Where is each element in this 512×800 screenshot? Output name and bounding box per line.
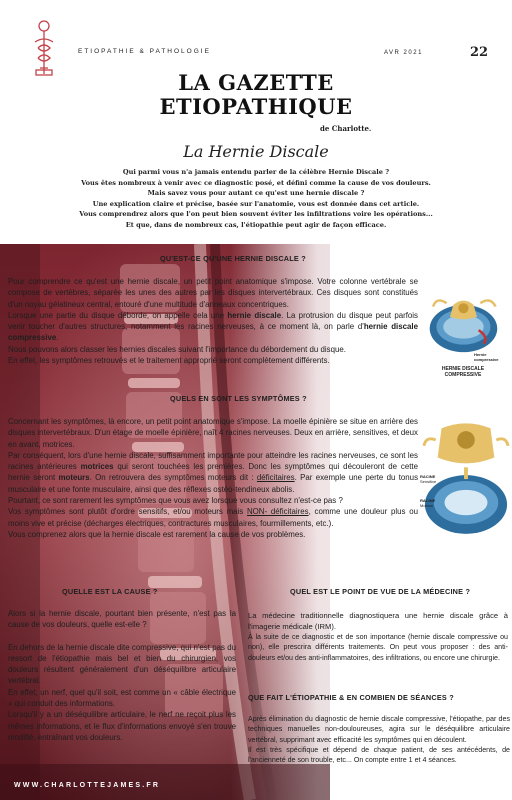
paragraph: Pourtant, ce sont rarement les symptômes que vous avez lorsque vous consultez n'est-ce pas ?	[8, 496, 343, 506]
article-subtitle: La Hernie Discale	[183, 142, 329, 161]
intro-line: Vous comprendrez alors que l'on peut bien souvent éviter les infiltrations voire les opérations...	[79, 210, 433, 219]
author-credit: de Charlotte.	[320, 124, 372, 133]
gazette-title-line1: LA GAZETTE	[178, 70, 334, 95]
paragraph: Lorsque une partie du disque déborde, on appelle cela une hernie discale. La protrusion du disque peut parfois venir toucher d'autres structures, notamment les racines nerveuses, à ce moment là, on parle d'hernie discale compressive.	[8, 310, 419, 343]
intro-line: Mais savez vous pour autant ce qu'est une hernie discale ?	[147, 189, 365, 198]
intro-line: Qui parmi vous n'a jamais entendu parler de la célèbre Hernie Discale ?	[122, 168, 390, 176]
section5-text	[248, 714, 510, 765]
caduceus-logo-icon	[30, 18, 58, 78]
paragraph: La médecine traditionnelle diagnostiquera une hernie discale grâce à l'imagerie médicale (IRM).	[248, 611, 508, 631]
paragraph: Vous comprenez alors que la hernie discale est rarement la cause de vos problèmes.	[8, 529, 306, 539]
intro-line: Une explication claire et précise, basée sur l'anatomie, vous est donnée dans cet article.	[92, 199, 420, 208]
section4-text	[248, 610, 508, 663]
section-heading: QUELS EN SONT LES SYMPTÔMES ?	[170, 394, 307, 403]
paragraph: Alors si la hernie discale, pourtant bien présente, n'est pas la cause de vos douleurs, quelle est-elle ?	[8, 609, 236, 630]
section-heading: QU'EST-CE QU'UNE HERNIE DISCALE ?	[160, 254, 306, 263]
gazette-title-line2: ETIOPATHIQUE	[159, 94, 353, 119]
paragraph: En dehors de la hernie discale dite compressive, qui n'est pas du ressort de l'étiopathie mais bel et bien du chirurgien, vos douleurs résultent généralement d'un déséquilibre articulaire vertébral.	[8, 642, 236, 686]
paragraph: Lorsqu'il y a un déséquilibre articulaire, le nerf ne reçoit plus les mêmes informations, et le flux d'informations envoyé s'en trouve modifié, entraînant vos douleurs.	[8, 710, 236, 742]
intro-block	[40, 167, 472, 231]
section-heading: QUEL EST LE POINT DE VUE DE LA MÉDECINE ?	[290, 587, 471, 596]
root-label-motor: RACINE Motrice	[420, 498, 436, 508]
brand-label: ETIOPATHIE & PATHOLOGIE	[78, 48, 211, 55]
section1-text	[8, 276, 418, 366]
website-link[interactable]: WWW.CHARLOTTEJAMES.FR	[14, 782, 161, 789]
section3-text	[8, 608, 236, 743]
paragraph: Nous pouvons alors classer les hernies discales suivant l'importance du débordement du disque.	[8, 344, 346, 354]
paragraph: En effet, les symptômes retrouvés et le traitement approprié seront complètement différents.	[8, 356, 330, 366]
section-heading: QUELLE EST LA CAUSE ?	[62, 587, 158, 596]
issue-date: AVR 2021	[384, 50, 423, 56]
figure-note: Hernie compressive	[474, 352, 499, 362]
paragraph: Concernant les symptômes, là encore, un petit point anatomique s'impose. La moelle épinière se situe en arrière des disques intervertébraux. D'un étage de moelle épinière, naît 4 racines nerveuses. Deux en arrière, sensitives, et deux en avant, motrices.	[8, 417, 418, 449]
intro-line: Et que, dans de nombreux cas, l'étiopathie peut agir de façon efficace.	[125, 220, 387, 229]
paragraph: À la suite de ce diagnostic et de son importance (hernie discale compressive ou non), elle prescrira différents traitements. On peut vous proposer : des anti-douleurs et/ou des anti-inflammatoires, des infiltrations, ou encore une chirurgie.	[248, 633, 508, 662]
paragraph: Vos symptômes sont plutôt d'ordre sensitifs, et/ou moteurs mais NON- déficitaires, comme une douleur plus ou moins vive et précise (décharges électriques, contractures musculaires, fourmillements, etc.).	[8, 507, 419, 528]
paragraph: Par conséquent, lors d'une hernie discale, suffisamment importante pour atteindre les racines nerveuses, ce sont les racines antérieures motrices qui seront touchées les premières. Donc les symptômes qui découleront de cette hernie seront moteurs. On retrouvera des symptômes moteurs dit : déficitaires. Par exemple une perte du tonus musculaire et une fonte musculaire, ainsi que des réflexes ostéo-tendineux abolis.	[8, 450, 419, 494]
paragraph: Il est très spécifique et dépend de chaque patient, de ses antécédents, de l'ancienneté de son trouble, etc... On compte entre 1 et 4 séances.	[248, 745, 510, 765]
section-heading: QUE FAIT L'ÉTIOPATHIE & EN COMBIEN DE SÉANCES ?	[248, 693, 454, 702]
intro-line: Vous êtes nombreux à venir avec ce diagnostic posé, et défini comme la cause de vos douleurs.	[81, 178, 431, 187]
section2-text	[8, 416, 418, 540]
paragraph: En effet, un nerf, quel qu'il soit, est comme un « câble électrique » qui conduit des informations.	[8, 687, 236, 709]
paragraph: Après élimination du diagnostic de hernie discale compressive, l'étiopathe, par des techniques manuelles non-douloureuses, agira sur le déséquilibre articulaire vertébral, supprimant avec efficacité les symptômes qui en découlent.	[248, 715, 510, 744]
root-label-sensitive: RACINE Sensitive	[420, 474, 437, 484]
issue-number: 22	[470, 45, 489, 60]
paragraph: Pour comprendre ce qu'est une hernie discale, un petit point anatomique s'impose. Votre colonne vertébrale se compose de vertèbres, séparée les unes des autres par les disques intervertébraux. Ces disques sont constitués d'un noyau gélatineux central, entouré d'une multitude d'anneaux concentriques.	[8, 277, 418, 309]
figure-caption: HERNIE DISCALE COMPRESSIVE	[441, 366, 485, 378]
